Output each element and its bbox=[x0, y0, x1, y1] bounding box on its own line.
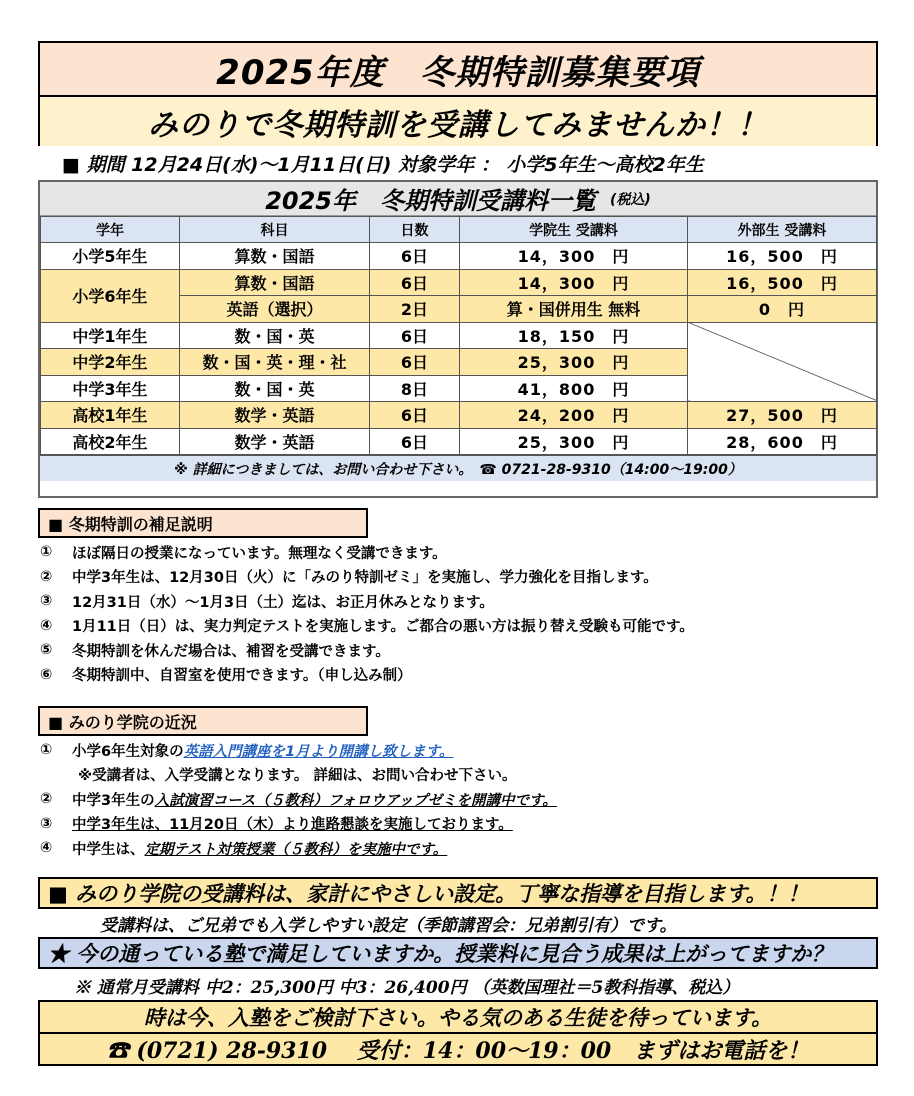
table-row bbox=[41, 243, 877, 270]
item-text: ほぼ隔日の授業になっています。無理なく受講できます。 bbox=[72, 545, 447, 562]
item-number: ⑥ bbox=[40, 666, 53, 683]
question-banner: ★ 今の通っている塾で満足していますか。授業料に見合う成果は上がってますか？ bbox=[38, 937, 878, 969]
item-number: ② bbox=[40, 568, 53, 585]
item-number: ① bbox=[40, 544, 53, 561]
subject-cell: 数学・英語 bbox=[180, 402, 370, 429]
internal-fee-cell: 14，300 円 bbox=[460, 243, 688, 270]
page-subtitle: みのりで冬期特訓を受講してみませんか！！ bbox=[40, 97, 876, 146]
item-number: ④ bbox=[40, 617, 53, 634]
item-text: 中学3年生は、12月30日（火）に「みのり特訓ゼミ」を実施し、学力強化を目指します。 bbox=[72, 570, 658, 587]
fee-title-text: 2025年 冬期特訓受講料一覧 bbox=[265, 187, 596, 215]
item-number: ④ bbox=[40, 840, 53, 857]
grade-cell: 高校1年生 bbox=[41, 402, 180, 429]
subject-cell: 数・国・英 bbox=[180, 322, 370, 349]
item-highlight: 定期テスト対策授業（５教科）を実施中です。 bbox=[144, 841, 448, 858]
internal-fee-cell: 18，150 円 bbox=[460, 322, 688, 349]
internal-fee-cell: 14，300 円 bbox=[460, 269, 688, 296]
days-cell: 6日 bbox=[370, 402, 460, 429]
english-course-link[interactable]: 英語入門講座を1月より開講し致します。 bbox=[183, 743, 454, 760]
news-heading: ■ みのり学院の近況 bbox=[38, 706, 368, 736]
external-fee-cell: 16，500 円 bbox=[688, 269, 877, 296]
item-text: 小学6年生対象の bbox=[72, 743, 184, 760]
item-text: 中学3年生は、11月20日（木）より進路懇談を実施しております。 bbox=[72, 817, 513, 834]
internal-fee-cell: 算・国併用生 無料 bbox=[460, 296, 688, 323]
fee-table bbox=[40, 216, 877, 455]
grade-cell: 中学2年生 bbox=[41, 349, 180, 376]
item-number: ③ bbox=[40, 593, 53, 610]
grade-cell: 小学5年生 bbox=[41, 243, 180, 270]
list-item bbox=[40, 614, 880, 639]
internal-fee-cell: 41，800 円 bbox=[460, 375, 688, 402]
page-title: 2025年度 冬期特訓募集要項 bbox=[40, 43, 876, 97]
list-item bbox=[40, 638, 880, 663]
subject-cell: 算数・国語 bbox=[180, 269, 370, 296]
list-item bbox=[40, 812, 880, 837]
item-number: ⑤ bbox=[40, 642, 53, 659]
days-cell: 6日 bbox=[370, 428, 460, 455]
title-box bbox=[38, 41, 878, 146]
grade-cell: 中学1年生 bbox=[41, 322, 180, 349]
list-item bbox=[40, 540, 880, 565]
subject-cell: 英語（選択） bbox=[180, 296, 370, 323]
fee-banner-sub: 受講料は、ご兄弟でも入学しやすい設定（季節講習会：兄弟割引有）です。 bbox=[100, 916, 677, 936]
list-item bbox=[40, 589, 880, 614]
internal-fee-cell: 24，200 円 bbox=[460, 402, 688, 429]
external-fee-cell: 28，600 円 bbox=[688, 428, 877, 455]
col-header-subject: 科目 bbox=[180, 217, 370, 243]
fee-table-box bbox=[38, 180, 878, 498]
external-fee-cell: 0 円 bbox=[688, 296, 877, 323]
table-row bbox=[41, 402, 877, 429]
item-text: 1月11日（日）は、実力判定テストを実施します。ご都合の悪い方は振り替え受験も可能です。 bbox=[72, 619, 694, 636]
col-header-grade: 学年 bbox=[41, 217, 180, 243]
phone-contact[interactable]: ☎ (0721) 28-9310 受付：14：00～19：00 まずはお電話を！ bbox=[106, 1038, 810, 1064]
subject-cell: 算数・国語 bbox=[180, 243, 370, 270]
external-fee-na-cell bbox=[688, 322, 877, 402]
item-number: ③ bbox=[40, 815, 53, 832]
contact-banner bbox=[38, 1000, 878, 1066]
external-fee-cell: 27，500 円 bbox=[688, 402, 877, 429]
list-item-note: ※受講者は、入学受講となります。 詳細は、お問い合わせ下さい。 bbox=[78, 768, 517, 785]
subject-cell: 数・国・英・理・社 bbox=[180, 349, 370, 376]
subject-cell: 数・国・英 bbox=[180, 375, 370, 402]
days-cell: 2日 bbox=[370, 296, 460, 323]
table-row bbox=[41, 322, 877, 349]
supplement-heading: ■ 冬期特訓の補足説明 bbox=[38, 508, 368, 538]
fee-note: ※ 詳細につきましては、お問い合わせ下さい。 ☎ 0721-28-9310（14:00～19:00） bbox=[40, 455, 876, 481]
days-cell: 6日 bbox=[370, 322, 460, 349]
col-header-days: 日数 bbox=[370, 217, 460, 243]
list-item bbox=[40, 836, 880, 861]
item-text: 冬期特訓を休んだ場合は、補習を受講できます。 bbox=[72, 643, 390, 660]
list-item bbox=[40, 565, 880, 590]
table-row bbox=[41, 428, 877, 455]
grade-cell: 中学3年生 bbox=[41, 375, 180, 402]
table-row bbox=[41, 269, 877, 296]
item-number: ① bbox=[40, 742, 53, 759]
grade-cell: 高校2年生 bbox=[41, 428, 180, 455]
col-header-external: 外部生 受講料 bbox=[688, 217, 877, 243]
item-number: ② bbox=[40, 791, 53, 808]
item-highlight: 入試演習コース（５教科）フォロウアップゼミを開講中です。 bbox=[154, 792, 557, 809]
days-cell: 6日 bbox=[370, 243, 460, 270]
grade-cell: 小学6年生 bbox=[41, 269, 180, 322]
news-list bbox=[40, 738, 880, 861]
days-cell: 8日 bbox=[370, 375, 460, 402]
list-item bbox=[40, 663, 880, 688]
fee-table-title bbox=[40, 182, 876, 216]
internal-fee-cell: 25，300 円 bbox=[460, 428, 688, 455]
tax-note: (税込) bbox=[610, 191, 651, 208]
fee-banner: ■ みのり学院の受講料は、家計にやさしい設定。丁寧な指導を目指します。！！ bbox=[38, 877, 878, 909]
item-text: 中学生は、 bbox=[72, 841, 145, 858]
call-to-action: 時は今、入塾をご検討下さい。やる気のある生徒を待っています。 bbox=[40, 1002, 876, 1034]
monthly-fee-note: ※ 通常月受講料 中2：25,300円 中3：26,400円 （英数国理社＝5教科指導、税込） bbox=[74, 978, 740, 998]
supplement-list bbox=[40, 540, 880, 687]
item-text: 12月31日（水）～1月3日（土）迄は、お正月休みとなります。 bbox=[72, 594, 494, 611]
external-fee-cell: 16，500 円 bbox=[688, 243, 877, 270]
subject-cell: 数学・英語 bbox=[180, 428, 370, 455]
days-cell: 6日 bbox=[370, 349, 460, 376]
days-cell: 6日 bbox=[370, 269, 460, 296]
list-item bbox=[40, 787, 880, 812]
table-header-row bbox=[41, 217, 877, 243]
item-text: 中学3年生の bbox=[72, 792, 155, 809]
col-header-internal: 学院生 受講料 bbox=[460, 217, 688, 243]
period-line: ■ 期間 12月24日(水)～1月11日(日) 対象学年 ： 小学5年生～高校2年生 bbox=[62, 154, 704, 176]
internal-fee-cell: 25，300 円 bbox=[460, 349, 688, 376]
item-text: 冬期特訓中、自習室を使用できます。（申し込み制） bbox=[72, 668, 412, 685]
list-item bbox=[40, 738, 880, 763]
